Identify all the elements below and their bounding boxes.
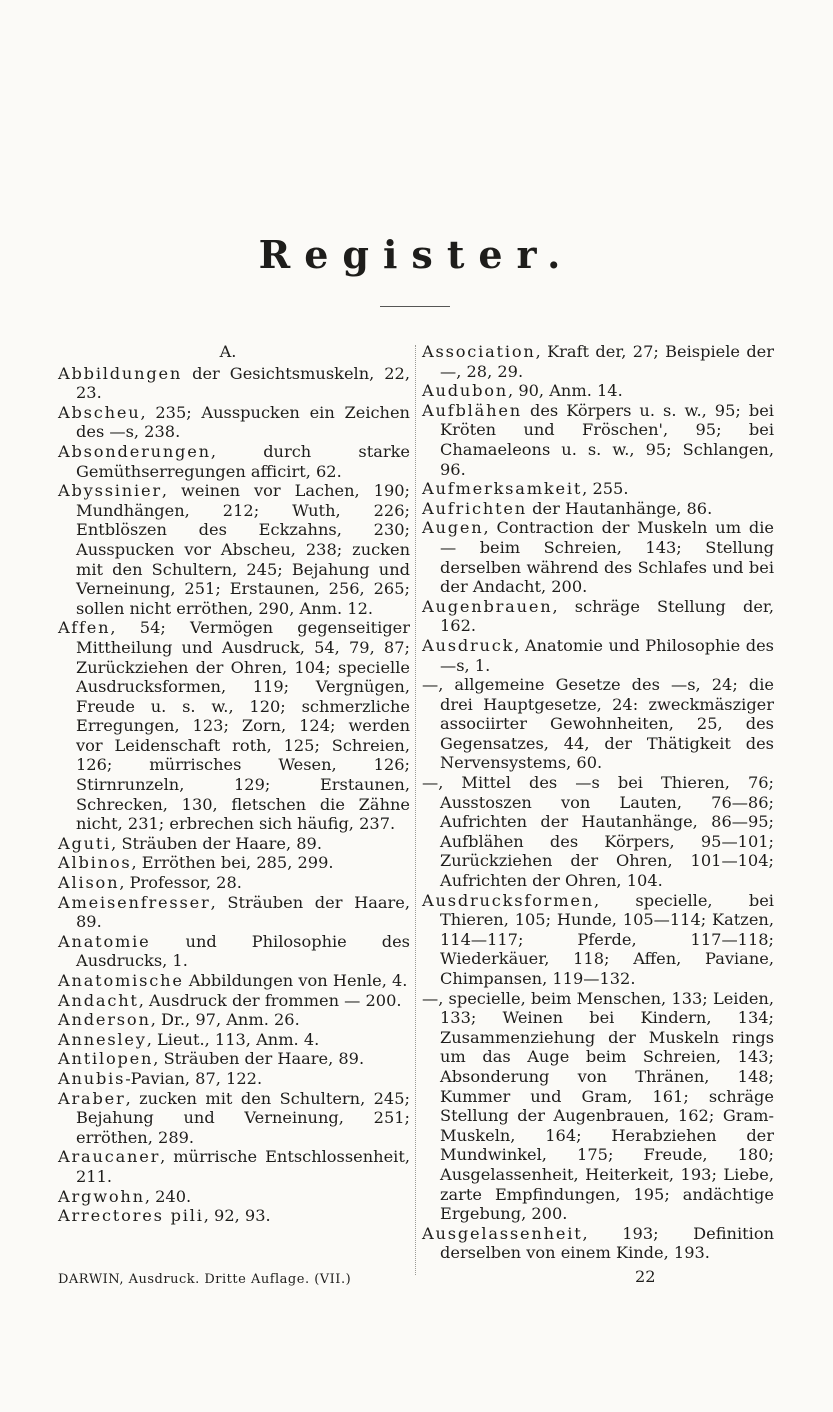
index-entry: [58, 873, 410, 893]
index-entry-text: —, specielle, beim Menschen, 133; Leiden, 133; Weinen bei Kindern, 134; Zusammenziehung der Muskeln rings um das Auge beim Schreien, 143; Absonderung von Thränen, 148; Kummer und Gram, 161; schräge Stellung der Augenbrauen, 162; Gram-Muskeln, 164; Herabziehen der Mundwinkel, 175; Freude, 180; Ausgelassenheit, Heiterkeit, 193; Liebe, zarte Empfindungen, 195; andächtige Ergebung, 200.: [422, 988, 774, 1224]
index-entry-term: Arrectores pili: [58, 1206, 204, 1226]
index-entry-text: , Professor, 28.: [119, 873, 242, 893]
index-entry-text: , Contraction der Muskeln um die — beim Schreien, 143; Stellung derselben während des Schlafes und bei der Andacht, 200.: [440, 518, 774, 597]
index-entry: [58, 403, 410, 442]
index-entry-text: des Körpers u. s. w., 95; bei Kröten und Fröschen', 95; bei Chamaeleons u. s. w., 95; Schlangen, 96.: [440, 400, 774, 479]
index-entry-term: Annesley: [58, 1029, 147, 1049]
index-entry: [422, 773, 774, 891]
index-entry-text: , 92, 93.: [203, 1206, 271, 1226]
index-entry-text: , 54; Vermögen gegenseitiger Mittheilung und Ausdruck, 54, 79, 87; Zurückziehen der Ohren, 104; specielle Ausdrucksformen, 119; Vergnügen, Freude u. s. w., 120; schmerzliche Erregungen, 123; Zorn, 124; werden vor Leidenschaft roth, 125; Schreien, 126; mürrisches Wesen, 126; Stirnrunzeln, 129; Erstaunen, Schrecken, 130, fletschen die Zähne nicht, 231; erbrechen sich häufig, 237.: [76, 618, 410, 834]
index-entry: [58, 1187, 410, 1207]
index-entry-text: , Lieut., 113, Anm. 4.: [146, 1029, 320, 1049]
index-entry-text: und Philosophie des Ausdrucks, 1.: [76, 931, 410, 971]
index-entry-term: Anatomische: [58, 971, 184, 990]
title-rule: [380, 306, 450, 307]
index-entry: [422, 518, 774, 596]
index-entry: [58, 932, 410, 971]
index-entry: [58, 1010, 410, 1030]
index-entry-text: , 193; Definition derselben von einem Kinde, 193.: [440, 1223, 774, 1263]
index-entry-text: der Hautanhänge, 86.: [527, 498, 713, 518]
index-entry-term: Ausgelassenheit: [422, 1223, 583, 1243]
index-entry: [422, 891, 774, 989]
index-entry-text: der Gesichtsmuskeln, 22, 23.: [76, 363, 410, 403]
index-entry: [58, 1206, 410, 1226]
index-entry: [422, 675, 774, 773]
index-entry-text: , 240.: [144, 1186, 192, 1206]
index-entry-text: , Sträuben der Haare, 89.: [111, 833, 322, 853]
index-entry: [422, 597, 774, 636]
page-title: Register.: [258, 232, 575, 277]
index-entry-term: Albinos: [58, 853, 132, 873]
index-entry-term: Abscheu: [58, 402, 141, 422]
index-entry-text: , Anatomie und Philosophie des —s, 1.: [440, 635, 774, 675]
index-entry-text: , Sträuben der Haare, 89.: [153, 1049, 365, 1069]
index-entry-term: Augenbrauen: [422, 596, 553, 616]
index-entry-term: Andacht: [58, 990, 139, 1010]
index-entry: [422, 499, 774, 519]
index-entry: [58, 991, 410, 1011]
page-footer: DARWIN, Ausdruck. Dritte Auflage. (VII.): [58, 1272, 352, 1287]
index-entry-text: , 255.: [582, 479, 629, 499]
index-entry-text: , specielle, bei Thieren, 105; Hunde, 105—114; Katzen, 114—117; Pferde, 117—118; Wiederkäuer, 118; Affen, Paviane, Chimpansen, 119—132.: [440, 890, 774, 988]
page-number: 22: [635, 1267, 656, 1286]
index-entry-text: —, Mittel des —s bei Thieren, 76; Ausstoszen von Lauten, 76—86; Aufrichten der Hautanhänge, 86—95; Aufblähen des Körpers, 95—101; Zurückziehen der Ohren, 101—104; Aufrichten der Ohren, 104.: [422, 773, 774, 891]
index-entry: [58, 1147, 410, 1186]
index-entry-text: , Kraft der, 27; Beispiele der —, 28, 29.: [440, 342, 774, 381]
index-column-left: [58, 342, 410, 1226]
index-entry-term: Aguti: [58, 833, 112, 853]
index-entry-text: -Pavian, 87, 122.: [125, 1068, 263, 1088]
index-entry-term: Anatomie: [58, 931, 151, 951]
index-entry-term: Abyssinier: [58, 481, 162, 501]
index-entry-text: , mürrische Entschlossenheit, 211.: [76, 1147, 410, 1186]
index-entry-text: , Erröthen bei, 285, 299.: [131, 853, 334, 873]
index-column-right: [422, 342, 774, 1263]
index-entry-term: Absonderungen: [58, 441, 211, 461]
index-entry: [58, 1049, 410, 1069]
index-entry: [422, 381, 774, 401]
index-entry: [422, 479, 774, 499]
index-entry-term: Abbildungen: [58, 363, 183, 383]
index-entry-term: Anubis: [58, 1068, 126, 1088]
index-entry-term: Araucaner: [58, 1147, 161, 1167]
index-entry: [58, 853, 410, 873]
index-entry-term: Aufrichten: [422, 498, 528, 518]
index-entry-term: Aufmerksamkeit: [422, 479, 583, 499]
index-entry: [58, 1069, 410, 1089]
index-entry-text: , schräge Stellung der, 162.: [440, 596, 774, 636]
index-entry: [58, 442, 410, 481]
index-entry-term: Association: [422, 342, 536, 361]
index-entry-text: , 90, Anm. 14.: [508, 381, 623, 401]
index-entry: [422, 401, 774, 479]
index-entry-text: , Ausdruck der frommen — 200.: [138, 990, 402, 1010]
index-entry-term: Antilopen: [58, 1049, 154, 1069]
index-entry: [58, 971, 410, 991]
index-entry-term: Argwohn: [58, 1186, 145, 1206]
index-entry: [422, 989, 774, 1224]
index-entry-term: Affen: [58, 618, 111, 638]
index-entry: [58, 618, 410, 834]
index-entry-term: Augen: [422, 518, 484, 538]
index-entry: [58, 481, 410, 618]
index-entry-term: Ausdruck: [422, 635, 515, 655]
section-letter: A.: [219, 342, 237, 361]
index-entry-term: Ausdrucksformen: [422, 890, 594, 910]
index-entry: [422, 1224, 774, 1263]
index-entry: [58, 893, 410, 932]
index-entry-text: , Dr., 97, Anm. 26.: [150, 1010, 300, 1030]
index-entry-text: , 235; Ausspucken ein Zeichen des —s, 238.: [76, 402, 410, 442]
index-entry-text: , weinen vor Lachen, 190; Mundhängen, 212; Wuth, 226; Entblöszen des Eckzahns, 230; Ausspucken vor Abscheu, 238; zucken mit den Schultern, 245; Bejahung und Verneinung, 251; Erstaunen, 256, 265; sollen nicht erröthen, 290, Anm. 12.: [76, 481, 410, 618]
index-entry: [58, 364, 410, 403]
index-entry-text: —, allgemeine Gesetze des —s, 24; die drei Hauptgesetze, 24: zweckmäsziger associirter Gewohnheiten, 25, des Gegensatzes, 44, der Thätigkeit des Nervensystems, 60.: [422, 675, 774, 773]
index-entry-text: , zucken mit den Schultern, 245; Bejahung und Verneinung, 251; erröthen, 289.: [76, 1088, 410, 1147]
index-entry: [58, 1030, 410, 1050]
index-entry-text: , Sträuben der Haare, 89.: [76, 892, 410, 932]
index-entry-term: Aufblähen: [422, 400, 522, 420]
index-entry-text: Abbildungen von Henle, 4.: [183, 971, 408, 990]
index-entry-term: Ameisenfresser: [58, 892, 211, 912]
index-entry-term: Alison: [58, 873, 120, 893]
index-entry-text: , durch starke Gemüthserregungen afficirt, 62.: [76, 441, 410, 481]
index-entry-term: Audubon: [422, 381, 509, 401]
index-entry: [58, 834, 410, 854]
index-entry: [422, 342, 774, 381]
index-entry: [58, 1089, 410, 1148]
index-entry-term: Anderson: [58, 1010, 151, 1030]
column-divider: [415, 345, 416, 1275]
index-entry-term: Araber: [58, 1088, 126, 1108]
index-entry: [422, 636, 774, 675]
